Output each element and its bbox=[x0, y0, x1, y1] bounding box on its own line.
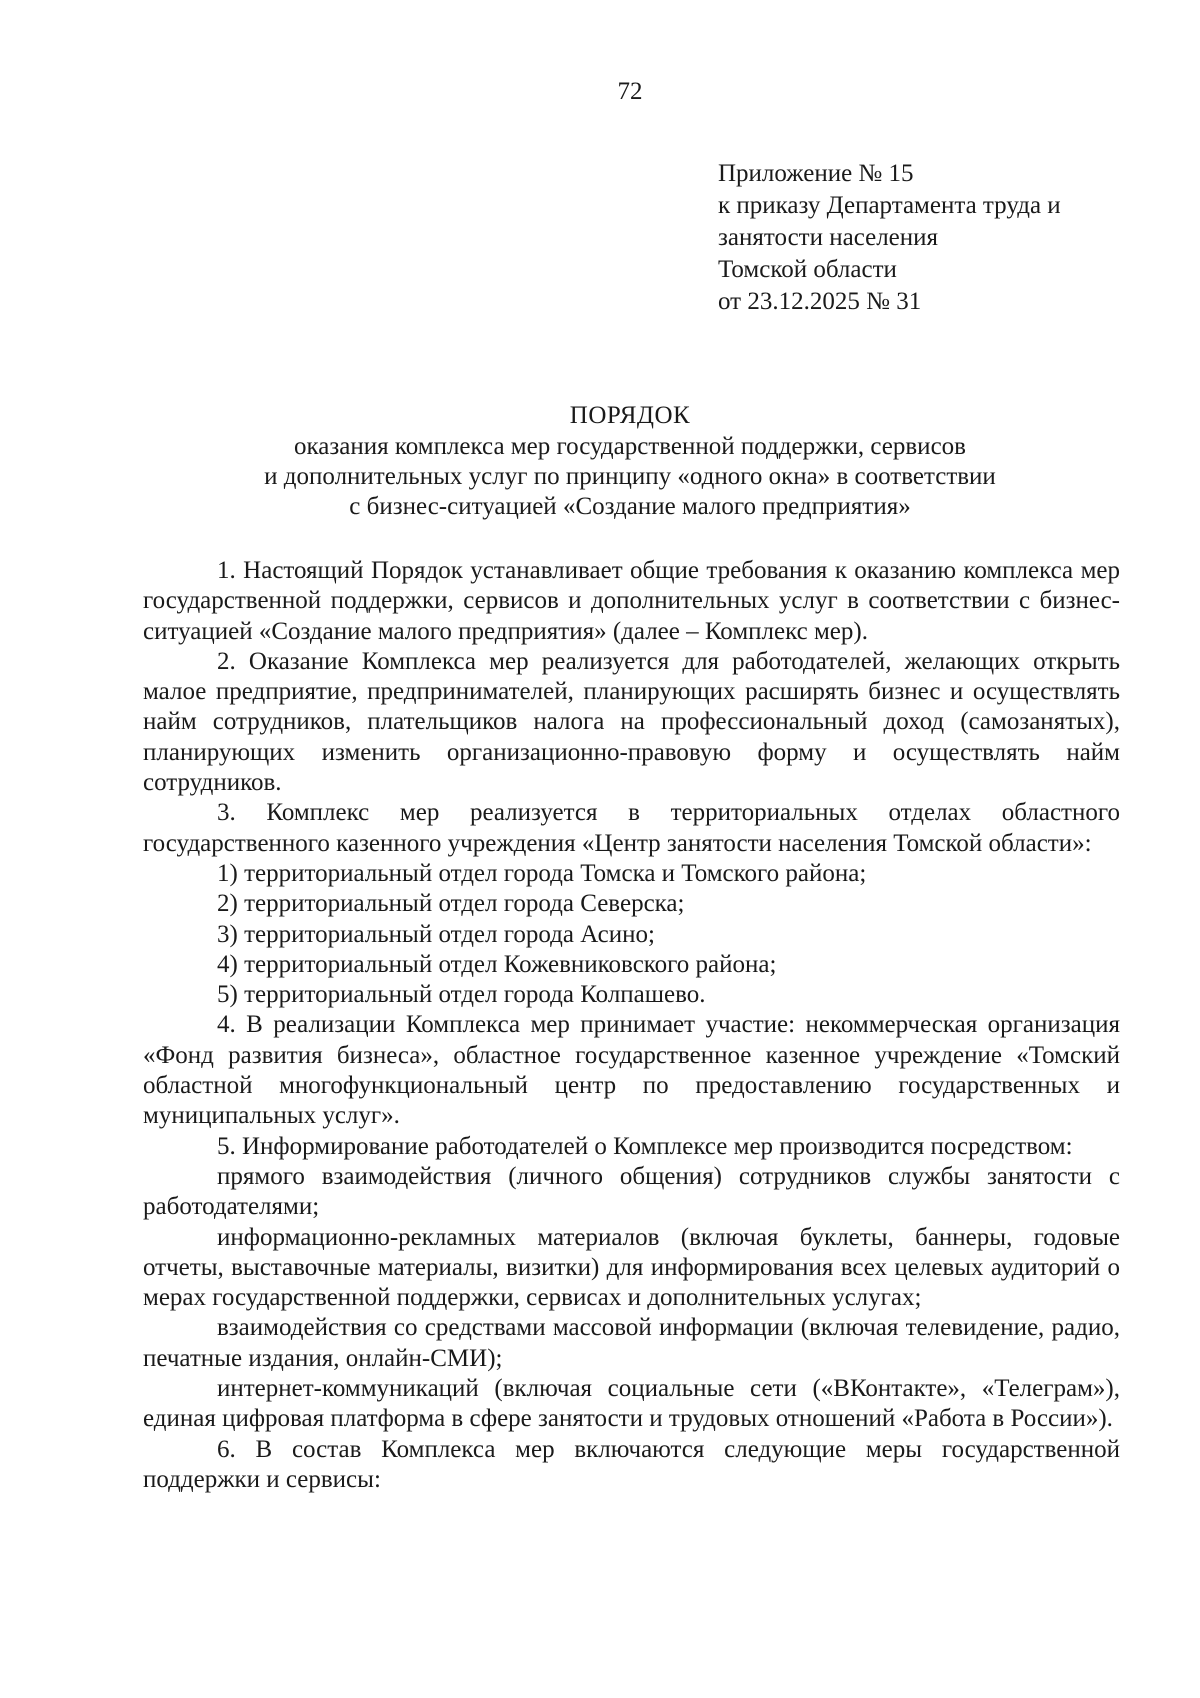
appendix-line: к приказу Департамента труда и bbox=[718, 192, 1061, 219]
paragraph-2: 2. Оказание Комплекса мер реализуется для работодателей, желающих открыть малое предприятие, предпринимателей, планирующих расширять бизнес и осуществлять найм сотрудников, плательщиков налога на профессиональный доход (самозанятых), планирующих изменить организационно-правовую форму и осуществлять найм сотрудников. bbox=[143, 647, 1120, 797]
paragraph-3: 3. Комплекс мер реализуется в территориальных отделах областного государственного казенного учреждения «Центр занятости населения Томской области»: bbox=[143, 799, 1120, 857]
page-number: 72 bbox=[617, 78, 643, 105]
document-heading bbox=[140, 400, 1120, 522]
subtitle-line: оказания комплекса мер государственной поддержки, сервисов bbox=[294, 433, 966, 460]
appendix-line: Приложение № 15 bbox=[718, 160, 914, 187]
appendix-line: Томской области bbox=[718, 256, 897, 283]
channel-item: интернет-коммуникаций (включая социальные сети («ВКонтакте», «Телеграм»), единая цифровая платформа в сфере занятости и трудовых отношений «Работа в России»). bbox=[143, 1375, 1120, 1433]
appendix-line: от 23.12.2025 № 31 bbox=[718, 288, 922, 315]
list-item: 5) территориальный отдел города Колпашево. bbox=[217, 981, 706, 1009]
document-title: ПОРЯДОК bbox=[569, 402, 691, 429]
paragraph-5: 5. Информирование работодателей о Комплексе мер производится посредством: bbox=[217, 1132, 1073, 1160]
list-item: 2) территориальный отдел города Северска; bbox=[217, 890, 685, 918]
subtitle-line: и дополнительных услуг по принципу «одного окна» в соответствии bbox=[264, 463, 996, 490]
subtitle-line: с бизнес-ситуацией «Создание малого предприятия» bbox=[349, 493, 911, 520]
document-body bbox=[143, 556, 1120, 1495]
channel-item: прямого взаимодействия (личного общения) сотрудников службы занятости с работодателями; bbox=[143, 1162, 1120, 1221]
list-item: 4) территориальный отдел Кожевниковского района; bbox=[217, 950, 777, 978]
paragraph-6: 6. В состав Комплекса мер включаются следующие меры государственной поддержки и сервисы: bbox=[143, 1435, 1120, 1493]
document-subtitle bbox=[140, 432, 1120, 522]
list-item: 1) территориальный отдел города Томска и Томского района; bbox=[217, 859, 867, 887]
paragraph-1: 1. Настоящий Порядок устанавливает общие требования к оказанию комплекса мер государственной поддержки, сервисов и дополнительных услуг в соответствии с бизнес-ситуацией «Создание малого предприятия» (далее – Комплекс мер). bbox=[143, 557, 1120, 645]
list-item: 3) территориальный отдел города Асино; bbox=[217, 920, 655, 948]
channel-item: взаимодействия со средствами массовой информации (включая телевидение, радио, печатные издания, онлайн-СМИ); bbox=[143, 1314, 1120, 1372]
channel-item: информационно-рекламных материалов (включая буклеты, баннеры, годовые отчеты, выставочные материалы, визитки) для информирования всех целевых аудиторий о мерах государственной поддержки, сервисах и дополнительных услугах; bbox=[143, 1223, 1120, 1312]
appendix-line: занятости населения bbox=[718, 224, 939, 251]
appendix-reference bbox=[718, 158, 1158, 318]
paragraph-4: 4. В реализации Комплекса мер принимает участие: некоммерческая организация «Фонд развития бизнеса», областное государственное казенное учреждение «Томский областной многофункциональный центр по предоставлению государственных и муниципальных услуг». bbox=[143, 1011, 1120, 1130]
